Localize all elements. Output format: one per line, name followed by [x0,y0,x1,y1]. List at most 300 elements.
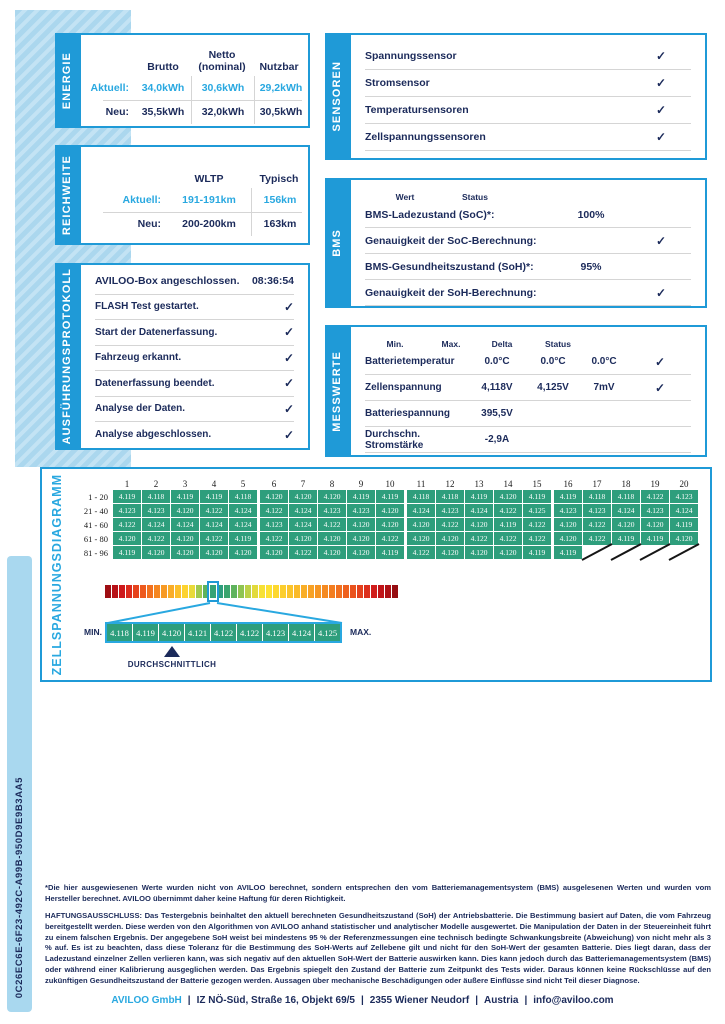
cell-voltage: 4.118 [612,490,640,503]
cell-voltage: 4.120 [113,532,141,545]
column-header: 17 [592,479,602,489]
bms-header-wert: Wert [395,192,415,202]
gradient-segment [294,585,300,598]
scale-max-label: MAX. [350,627,372,637]
column-header: 10 [385,479,395,489]
cell-voltage: 4.118 [436,490,464,503]
grid-row [70,504,699,517]
energie-table [81,35,308,124]
check-icon: ✓ [283,401,294,416]
cell-voltage: 4.120 [376,518,404,531]
cell-voltage: 4.119 [465,490,493,503]
protokoll-time: 08:36:54 [251,275,294,288]
cell-voltage: 4.123 [583,504,611,517]
cell-voltage: 4.120 [612,518,640,531]
zellspannung-panel [40,467,712,682]
cell-voltage: 4.119 [523,546,551,559]
column-header: 2 [153,479,159,489]
cell-voltage: 4.119 [494,518,522,531]
messwerte-header-row [365,331,691,349]
gradient-segment [336,585,342,598]
cell-voltage: 4.123 [318,504,346,517]
cell-voltage: 4.122 [494,532,522,545]
gradient-segment [119,585,125,598]
bms-row: BMS-Ladezustand (SoC)*: 100% [365,202,691,228]
protokoll-tab [55,263,79,450]
cell-voltage: 4.119 [347,490,375,503]
row-label: Neu: [137,218,161,230]
bms-footnote: *Die hier ausgewiesenen Werte wurden nicht von AVILOO berechnet, sondern entsprechen den vom Batteriemanagementsystem (BMS) ausgelesenen Werten und wurden vom Hersteller berechnet. AVILOO übernimmt daher keine Haftung für deren Richtigkeit. [45,883,711,903]
footer: AVILOO GmbH | IZ NÖ-Süd, Straße 16, Objekt 69/5 | 2355 Wiener Neudorf | Austria | info@aviloo.com [111,995,614,1006]
gradient-segment [308,585,314,598]
gradient-segment [168,585,174,598]
check-icon: ✓ [655,285,667,300]
value-cell: 30,6kWh [191,76,254,100]
cell-voltage: 4.124 [670,504,698,517]
cell-voltage: 4.120 [554,532,582,545]
report-uuid: 0C26EC6E-6F23-492C-A99B-950D9E9B3AA5 [14,776,25,998]
reichweite-table [81,147,308,236]
value-cell: 32,0kWh [191,100,254,124]
column-header: 4 [211,479,217,489]
average-marker-icon [164,646,180,657]
cell-voltage: 4.122 [407,546,435,559]
cell-voltage: 4.122 [113,518,141,531]
cell-voltage: 4.123 [641,504,669,517]
grid-header-row [70,479,699,489]
max-value: 4,125V [537,382,569,393]
cell-voltage: 4.123 [347,504,375,517]
min-value: -2,9A [484,434,510,445]
crossed-out-cell [641,546,669,559]
cell-voltage: 4.122 [583,532,611,545]
protokoll-panel [61,263,310,450]
value-cell: 163km [251,212,308,236]
column-header: 11 [416,479,426,489]
column-header: 15 [532,479,542,489]
gradient-segment [147,585,153,598]
cell-voltage: 4.122 [260,532,288,545]
cell-voltage: 4.118 [142,490,170,503]
cell-voltage: 4.123 [142,504,170,517]
column-header: 3 [182,479,188,489]
cell-voltage: 4.124 [612,504,640,517]
sensor-row: Zellspannungssensoren ✓ [365,124,691,151]
cell-voltage: 4.120 [465,546,493,559]
cell-voltage: 4.119 [670,518,698,531]
reichweite-panel [61,145,310,245]
value-cell: 35,5kWh [141,106,185,118]
row-label: Aktuell: [90,82,129,94]
delta-value: 7mV [593,382,615,393]
messwerte-tab-label: MESSWERTE [331,350,343,432]
cell-voltage: 4.124 [407,504,435,517]
energie-panel [61,33,310,128]
cell-voltage: 4.120 [289,490,317,503]
gradient-segment [350,585,356,598]
cell-voltage: 4.120 [171,546,199,559]
messwerte-header-delta: Delta [491,339,513,349]
energie-tab [55,33,79,128]
gradient-segment [189,585,195,598]
energie-tab-label: ENERGIE [61,51,73,110]
column-header: 20 [679,479,689,489]
disclaimer [45,911,711,986]
protokoll-title-row [95,269,294,295]
check-icon: ✓ [654,354,666,369]
cell-voltage: 4.120 [347,546,375,559]
cell-voltage: 4.120 [407,532,435,545]
cell-voltage: 4.120 [347,532,375,545]
grid-row [70,490,699,503]
cell-voltage: 4.124 [465,504,493,517]
cell-voltage: 4.120 [200,546,228,559]
gradient-segment [140,585,146,598]
cell-voltage: 4.120 [554,518,582,531]
protokoll-step: Analyse der Daten. ✓ [95,397,294,423]
bms-header-status: Status [462,192,488,202]
cell-voltage: 4.122 [465,532,493,545]
cell-voltage: 4.124 [289,504,317,517]
scale-value-box: 4.122 [237,624,262,641]
gradient-segment [182,585,188,598]
cell-voltage: 4.122 [142,532,170,545]
gradient-segment [364,585,370,598]
scale-value-box-average: 4.120 [159,624,184,641]
cell-voltage: 4.124 [200,518,228,531]
voltage-scale-boxes [105,622,342,643]
gradient-segment [273,585,279,598]
column-header: 9 [358,479,364,489]
gradient-segment [259,585,265,598]
scale-value-box: 4.125 [315,624,340,641]
protokoll-tab-label: AUSFÜHRUNGSPROTOKOLL [61,268,73,445]
reichweite-header-typisch: Typisch [259,173,299,185]
messwerte-tab [325,325,349,457]
cell-voltage: 4.118 [583,490,611,503]
value-cell: 30,5kWh [254,100,307,124]
gradient-segment [301,585,307,598]
gradient-segment [175,585,181,598]
gradient-segment [371,585,377,598]
zellspannung-title: ZELLSPANNUNGSDIAGRAMM [50,473,64,676]
grid-row [70,518,699,531]
cell-voltage: 4.118 [229,490,257,503]
messwerte-row: Zellenspannung 4,118V 4,125V 7mV ✓ [365,375,691,401]
footer-city: 2355 Wiener Neudorf [369,995,470,1006]
sensoren-panel [331,33,707,160]
scale-value-box: 4.121 [185,624,210,641]
energie-header-row [81,40,308,76]
check-icon: ✓ [655,130,667,144]
row-label: 1 - 20 [88,491,108,502]
check-icon: ✓ [283,427,294,442]
check-icon: ✓ [655,103,667,117]
company-name: AVILOO GmbH [111,995,182,1006]
gradient-segment [392,585,398,598]
cell-voltage: 4.119 [554,546,582,559]
row-label: Neu: [105,106,129,118]
gradient-segment [245,585,251,598]
column-header: 13 [474,479,484,489]
gradient-segment [154,585,160,598]
reichweite-tab-label: REICHWEITE [61,154,73,236]
gradient-segment [385,585,391,598]
cell-voltage: 4.122 [641,490,669,503]
gradient-segment [343,585,349,598]
reichweite-row-neu [81,212,308,236]
cell-voltage: 4.120 [289,532,317,545]
gradient-segment [329,585,335,598]
check-icon: ✓ [655,49,667,63]
column-header: 18 [621,479,631,489]
protokoll-step: FLASH Test gestartet. ✓ [95,295,294,321]
cell-voltage: 4.122 [200,504,228,517]
check-icon: ✓ [283,325,294,340]
cell-voltage: 4.122 [523,518,551,531]
cell-voltage: 4.119 [171,490,199,503]
gradient-segment [287,585,293,598]
cell-voltage: 4.123 [113,504,141,517]
cell-voltage: 4.119 [113,546,141,559]
energie-header-brutto: Brutto [147,61,179,73]
value-cell: 156km [251,188,308,212]
cell-voltage: 4.119 [554,490,582,503]
cell-voltage: 4.119 [229,532,257,545]
min-value: 4,118V [481,382,513,393]
value-cell: 34,0kWh [141,82,185,94]
voltage-gradient-bar [105,585,398,598]
max-value: 0.0°C [540,356,566,367]
cell-voltage: 4.122 [200,532,228,545]
cell-voltage: 4.122 [289,546,317,559]
cell-voltage: 4.124 [171,518,199,531]
cell-voltage: 4.119 [641,532,669,545]
reichweite-tab [55,145,79,245]
cell-voltage: 4.120 [494,490,522,503]
sensor-row: Temperatursensoren ✓ [365,97,691,124]
check-icon: ✓ [655,233,667,248]
energie-header-nutzbar: Nutzbar [259,61,299,73]
cell-voltage-grid [70,479,699,560]
energie-row-aktuell [81,76,308,100]
crossed-out-cell [612,546,640,559]
check-icon: ✓ [283,299,294,314]
scale-value-box: 4.124 [289,624,314,641]
sensoren-rows [351,35,705,151]
scale-value-box: 4.122 [211,624,236,641]
cell-voltage: 4.120 [465,518,493,531]
cell-voltage: 4.122 [376,532,404,545]
cell-voltage: 4.124 [142,518,170,531]
crossed-out-cell [583,546,611,559]
bms-row: Genauigkeit der SoC-Berechnung: ✓ [365,228,691,254]
bms-value: 100% [577,208,605,221]
messwerte-panel [331,325,707,457]
energie-row-neu [81,100,308,124]
row-label: Aktuell: [122,194,161,206]
protokoll-rows [81,265,308,448]
messwerte-header-status: Status [545,339,571,349]
row-label: 61 - 80 [83,533,108,544]
column-header: 14 [503,479,513,489]
cell-voltage: 4.120 [376,504,404,517]
protokoll-step: Start der Datenerfassung. ✓ [95,320,294,346]
bms-panel [331,178,707,308]
cell-voltage: 4.119 [200,490,228,503]
column-header: 19 [650,479,660,489]
cell-voltage: 4.120 [436,532,464,545]
cell-voltage: 4.123 [260,518,288,531]
gradient-segment [357,585,363,598]
bms-rows [351,180,705,306]
cell-voltage: 4.123 [670,490,698,503]
messwerte-header-max: Max. [441,339,461,349]
min-value: 0.0°C [484,356,510,367]
cell-voltage: 4.120 [229,546,257,559]
cell-voltage: 4.120 [318,490,346,503]
cell-voltage: 4.120 [347,518,375,531]
bms-row: BMS-Gesundheitszustand (SoH)*: 95% [365,254,691,280]
value-cell: 200-200km [182,218,236,230]
check-icon: ✓ [654,380,666,395]
cell-voltage: 4.119 [113,490,141,503]
bms-tab-label: BMS [331,229,343,257]
column-header: 8 [329,479,335,489]
column-header: 16 [563,479,573,489]
min-value: 395,5V [481,408,513,419]
sensoren-tab-label: SENSOREN [331,61,343,132]
column-header: 6 [271,479,277,489]
cell-voltage: 4.120 [407,518,435,531]
disclaimer-title: HAFTUNGSAUSSCHLUSS: [45,911,143,920]
bms-header-row [365,184,691,202]
delta-value: 0.0°C [591,356,617,367]
protokoll-step: Fahrzeug erkannt. ✓ [95,346,294,372]
column-header: 12 [445,479,455,489]
gradient-segment [231,585,237,598]
cell-voltage: 4.120 [494,546,522,559]
reichweite-row-aktuell [81,188,308,212]
cell-voltage: 4.120 [641,518,669,531]
cell-voltage: 4.122 [436,518,464,531]
messwerte-rows [351,327,705,453]
gradient-segment [315,585,321,598]
cell-voltage: 4.125 [523,504,551,517]
protokoll-title: AVILOO-Box angeschlossen. [95,275,240,288]
cell-voltage: 4.120 [318,532,346,545]
cell-voltage: 4.124 [229,504,257,517]
grid-row [70,546,699,559]
messwerte-row: Batteriespannung 395,5V [365,401,691,427]
gradient-segment [266,585,272,598]
row-label: 21 - 40 [83,505,108,516]
cell-voltage: 4.119 [376,546,404,559]
gradient-segment [252,585,258,598]
gradient-segment [126,585,132,598]
gradient-segment [322,585,328,598]
messwerte-header-min: Min. [386,339,404,349]
sensor-row: Stromsensor ✓ [365,70,691,97]
cell-voltage: 4.123 [436,504,464,517]
footer-email[interactable]: info@aviloo.com [533,995,614,1006]
gradient-segment [196,585,202,598]
cell-voltage: 4.120 [171,504,199,517]
value-cell: 191-191km [182,194,236,206]
scale-min-label: MIN. [84,627,102,637]
gradient-segment [112,585,118,598]
reichweite-header-wltp: WLTP [194,173,224,185]
row-label: 41 - 60 [83,519,108,530]
messwerte-row: Durchschn. Stromstärke -2,9A [365,427,691,453]
cell-voltage: 4.122 [523,532,551,545]
scale-value-box: 4.119 [133,624,158,641]
cell-voltage: 4.120 [436,546,464,559]
scale-value-box: 4.118 [107,624,132,641]
protokoll-step: Analyse abgeschlossen. ✓ [95,427,294,442]
bms-row: Genauigkeit der SoH-Berechnung: ✓ [365,280,691,306]
grid-row [70,532,699,545]
messwerte-row: Batterietemperatur 0.0°C 0.0°C 0.0°C ✓ [365,349,691,375]
report-uuid-ribbon [7,556,32,1012]
cell-voltage: 4.120 [260,490,288,503]
cell-voltage: 4.118 [407,490,435,503]
bms-tab [325,178,349,308]
disclaimer-body: Das Testergebnis beinhaltet den aktuell berechneten Gesundheitszustand (SoH) der Antriebsbatterie. Die Bestimmung basiert auf Daten, die vom Fahrzeug bereitgestellt werden. Diese werden von den Algorithmen von AVILOO anhand statistischer und analytischer Modelle ausgewertet. Die Manipulation der Daten in der Steuereinheit führt zu einem falschen Ergebnis. Der angegebene SoH weist bei mindestens 95 % der Referenzmessungen eine technisch bedingte Schwankungsbreite (Abweichung) von nicht mehr als 3 % auf. Es ist zu beachten, dass diese Toleranz für die Bestimmung des SoH-Werts auf Zellebene gilt und nicht für den SoH-Wert der gesamten Batterie. Dies liegt daran, dass der Ladezustand einzelner Zellen verlieren kann, was sich negativ auf den aktuellen SoH-Wert der Batterie auswirken kann. Dies kann jedoch durch das Batteriemanagementsystem (BMS) oder während einer Kalibrierung ausgeglichen werden. Das Ergebnis spiegelt den Zustand der Batterie zum Zeitpunkt des Tests wider. Daraus können keine Rückschlüsse auf den zukünftigen Gesundheitszustand der Batterie gezogen werden. Aussagen über mechanische Beschädigungen oder äußere Einflüsse sind nicht Teil dieser Diagnose. [45,911,711,985]
cell-voltage: 4.120 [260,546,288,559]
cell-voltage: 4.120 [171,532,199,545]
gradient-segment [280,585,286,598]
reichweite-header-row [81,155,308,188]
value-cell: 29,2kWh [254,76,307,100]
check-icon: ✓ [655,76,667,90]
check-icon: ✓ [283,376,294,391]
scale-value-box: 4.123 [263,624,288,641]
cell-voltage: 4.119 [612,532,640,545]
gradient-segment [161,585,167,598]
cell-voltage: 4.122 [318,518,346,531]
row-label: 81 - 96 [83,547,108,558]
bms-value: 95% [580,260,602,273]
energie-header-netto: Netto (nominal) [198,49,246,73]
crossed-out-cell [670,546,698,559]
footer-country: Austria [484,995,519,1006]
cell-voltage: 4.120 [670,532,698,545]
average-label: DURCHSCHNITTLICH [127,660,217,669]
cell-voltage: 4.119 [523,490,551,503]
footer-address: IZ NÖ-Süd, Straße 16, Objekt 69/5 [196,995,355,1006]
gradient-segment [378,585,384,598]
cell-voltage: 4.124 [289,518,317,531]
column-header: 7 [300,479,306,489]
cell-voltage: 4.122 [260,504,288,517]
cell-voltage: 4.120 [142,546,170,559]
cell-voltage: 4.120 [318,546,346,559]
gradient-segment [224,585,230,598]
check-icon: ✓ [283,350,294,365]
cell-voltage: 4.122 [494,504,522,517]
cell-voltage: 4.119 [376,490,404,503]
gradient-segment [105,585,111,598]
gradient-highlight-segment [210,585,216,598]
protokoll-step: Datenerfassung beendet. ✓ [95,371,294,397]
cell-voltage: 4.122 [583,518,611,531]
cell-voltage: 4.123 [554,504,582,517]
column-header: 5 [240,479,246,489]
sensoren-tab [325,33,349,160]
sensor-row: Spannungssensor ✓ [365,43,691,70]
cell-voltage: 4.124 [229,518,257,531]
